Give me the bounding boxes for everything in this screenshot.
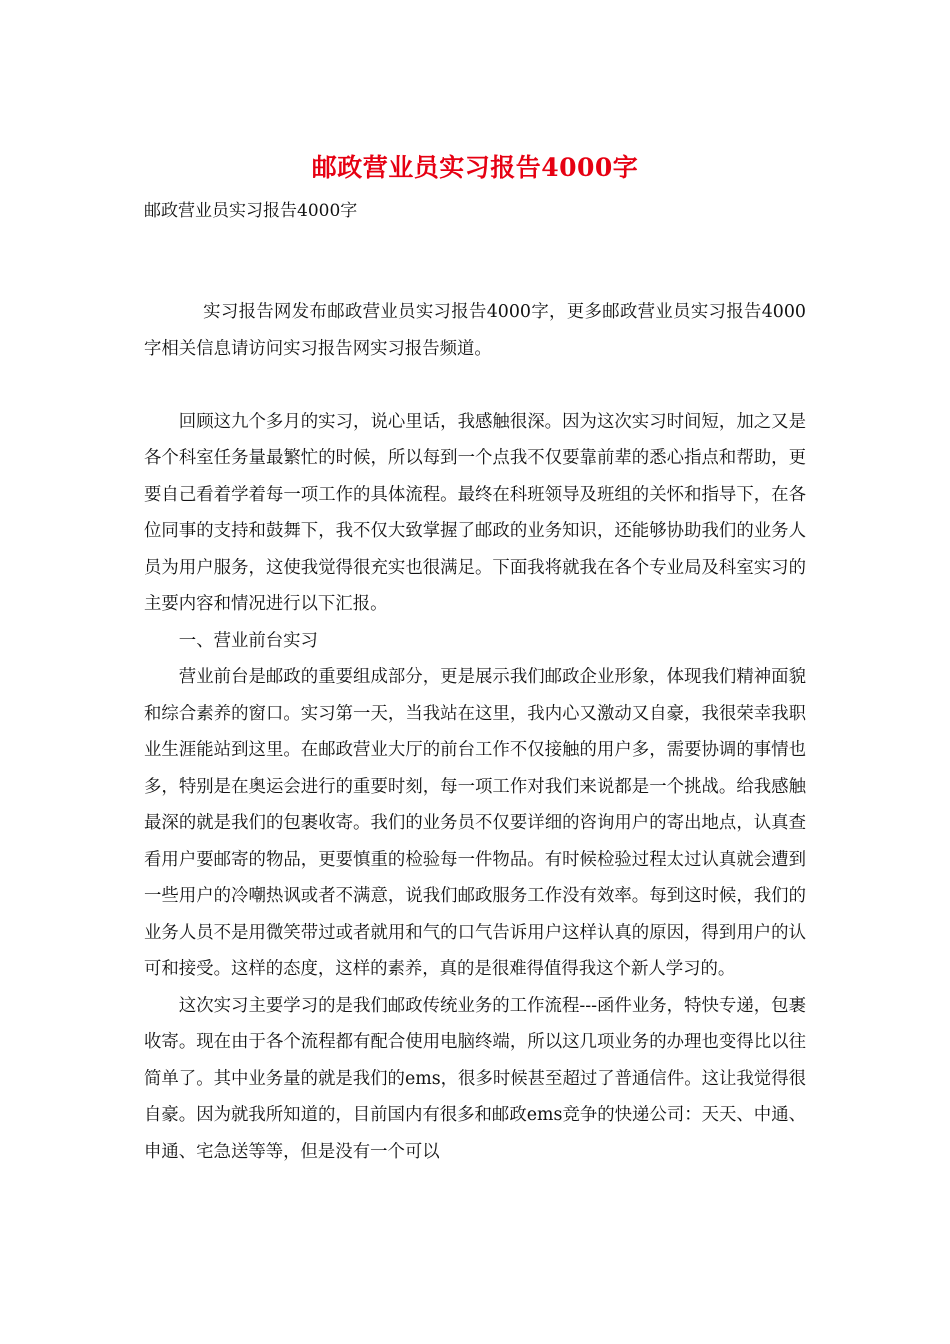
intro-paragraph: 实习报告网发布邮政营业员实习报告4000字，更多邮政营业员实习报告4000字相关信息请访问实习报告网实习报告频道。	[144, 302, 806, 359]
body-paragraph: 这次实习主要学习的是我们邮政传统业务的工作流程---函件业务，特快专递，包裹收寄。现在由于各个流程都有配合使用电脑终端，所以这几项业务的办理也变得比以往简单了。其中业务量的就是我们的ems，很多时候甚至超过了普通信件。这让我觉得很自豪。因为就我所知道的，目前国内有很多和邮政ems竞争的快递公司：天天、中通、申通、宅急送等等，但是没有一个可以	[144, 995, 806, 1162]
document-body	[144, 294, 806, 1170]
body-paragraph: 回顾这九个多月的实习，说心里话，我感触很深。因为这次实习时间短，加之又是各个科室任务量最繁忙的时候，所以每到一个点我不仅要靠前辈的悉心指点和帮助，更要自己看着学着每一项工作的具体流程。最终在科班领导及班组的关怀和指导下，在各位同事的支持和鼓舞下，我不仅大致掌握了邮政的业务知识，还能够协助我们的业务人员为用户服务，这使我觉得很充实也很满足。下面我将就我在各个专业局及科室实习的主要内容和情况进行以下汇报。	[144, 411, 806, 614]
body-paragraph: 营业前台是邮政的重要组成部分，更是展示我们邮政企业形象，体现我们精神面貌和综合素养的窗口。实习第一天，当我站在这里，我内心又激动又自豪，我很荣幸我职业生涯能站到这里。在邮政营业大厅的前台工作不仅接触的用户多，需要协调的事情也多，特别是在奥运会进行的重要时刻，每一项工作对我们来说都是一个挑战。给我感触最深的就是我们的包裹收寄。我们的业务员不仅要详细的咨询用户的寄出地点，认真查看用户要邮寄的物品，更要慎重的检验每一件物品。有时候检验过程太过认真就会遭到一些用户的冷嘲热讽或者不满意，说我们邮政服务工作没有效率。每到这时候，我们的业务人员不是用微笑带过或者就用和气的口气告诉用户这样认真的原因，得到用户的认可和接受。这样的态度，这样的素养，真的是很难得值得我这个新人学习的。	[144, 667, 806, 979]
section-heading: 一、营业前台实习	[178, 630, 318, 651]
paragraph-gap	[144, 367, 806, 404]
document-subtitle: 邮政营业员实习报告4000字	[144, 201, 358, 221]
document-title: 邮政营业员实习报告4000字	[311, 153, 639, 182]
